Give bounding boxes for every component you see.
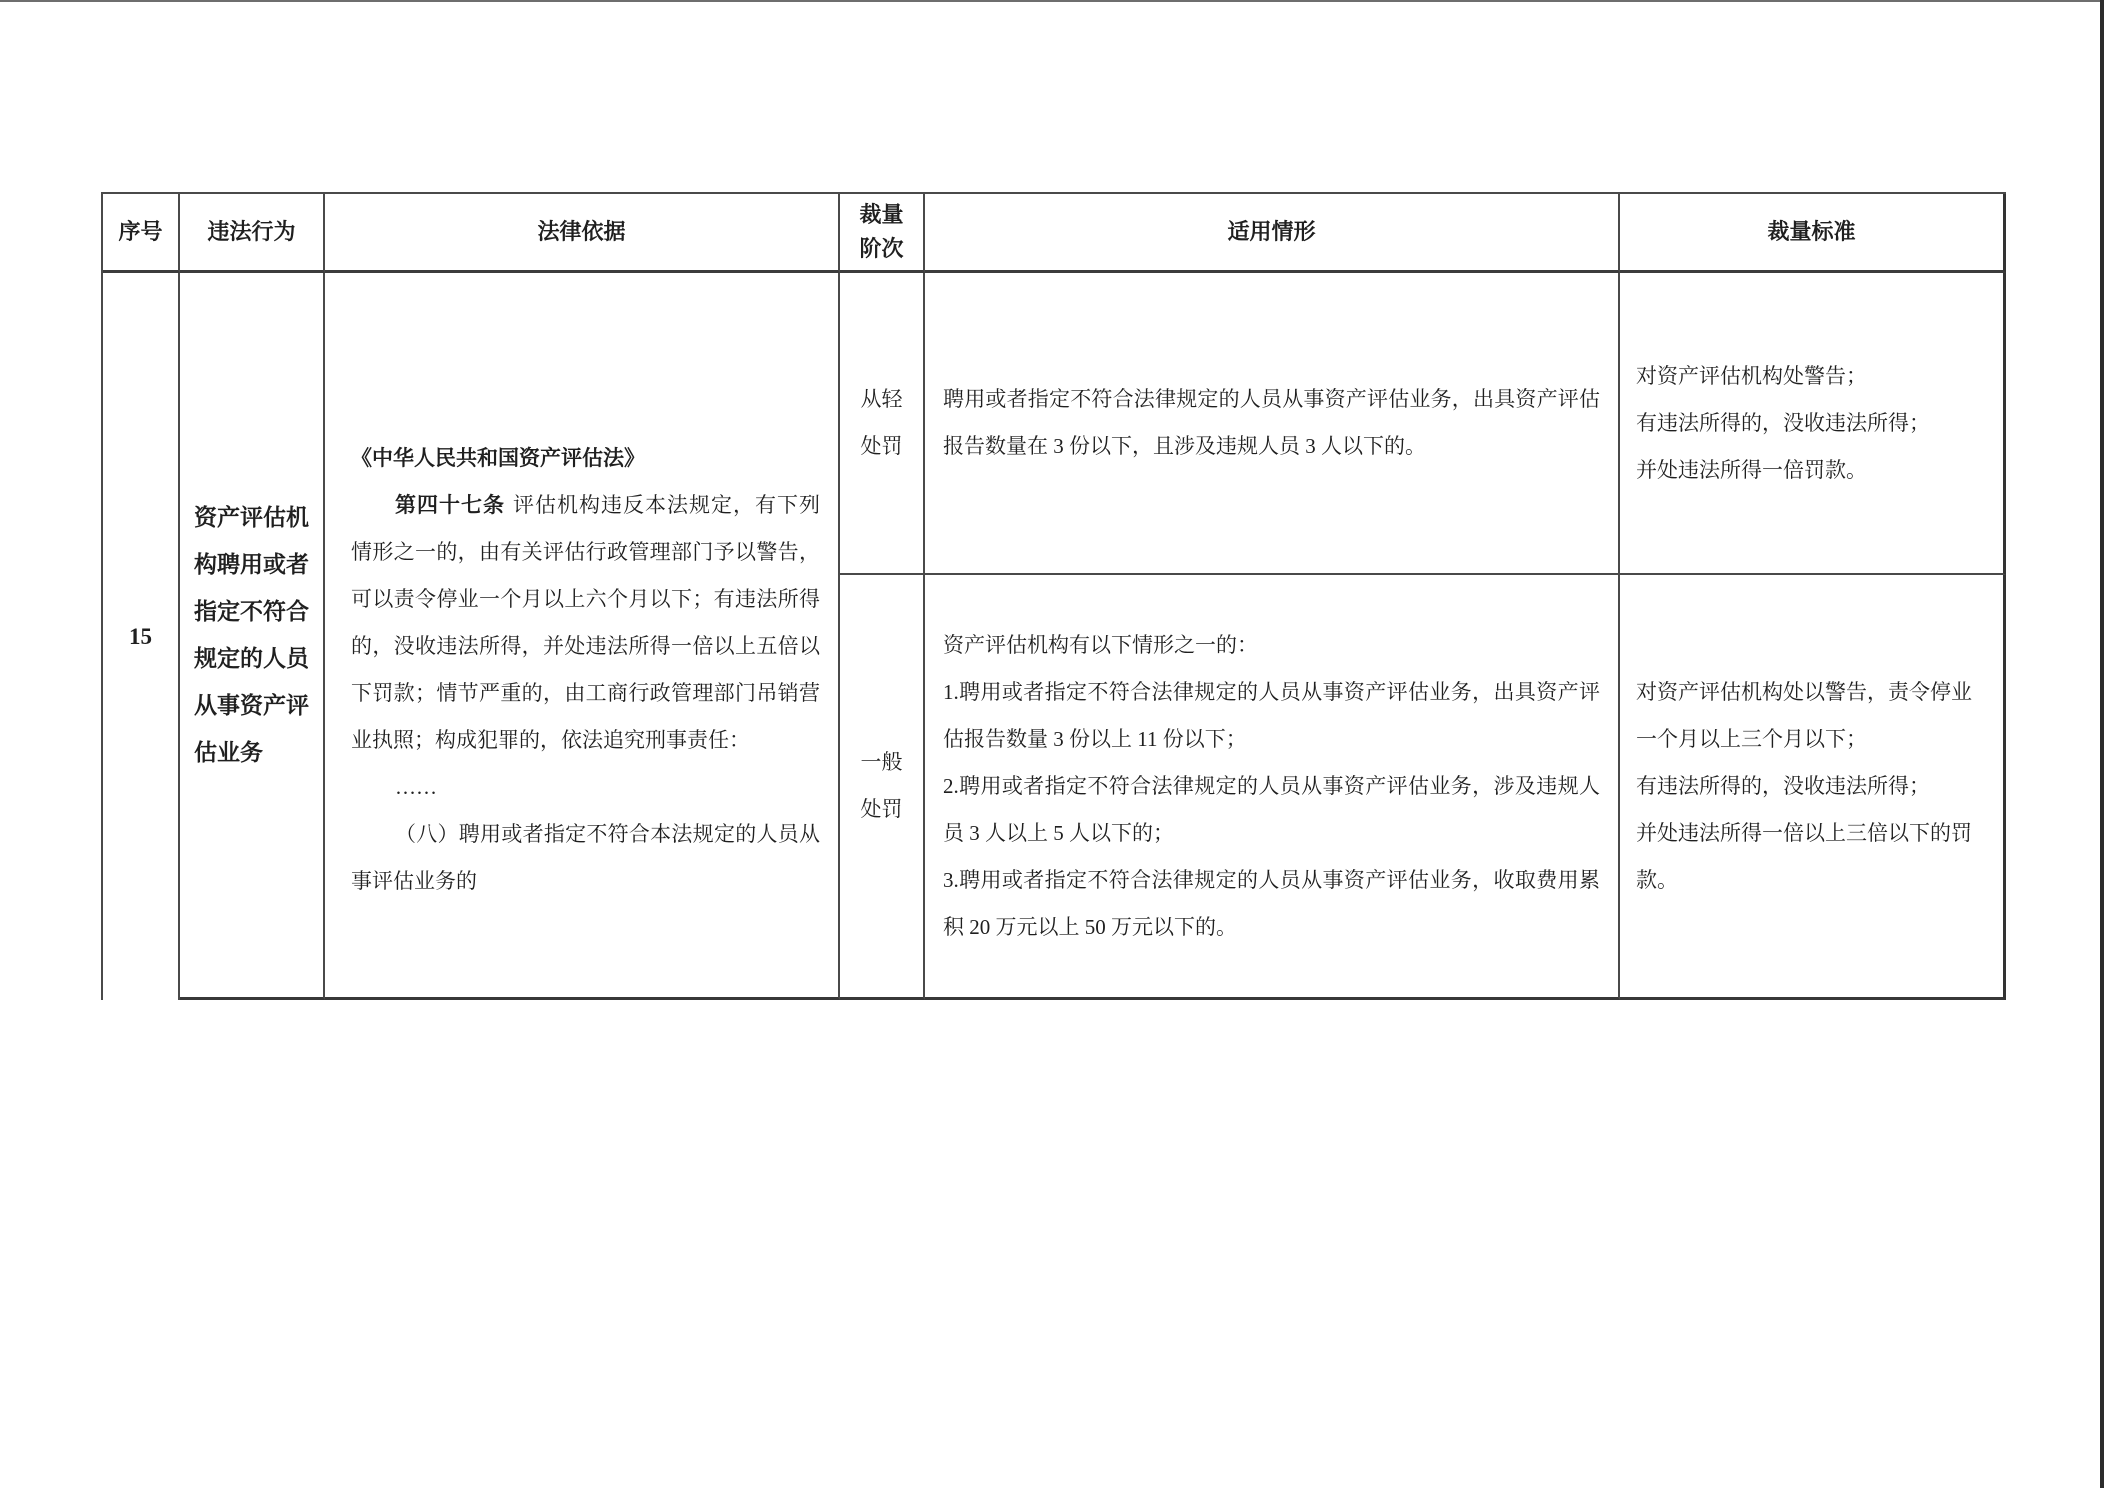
law-item-eight: （八）聘用或者指定不符合本法规定的人员从事评估业务的 <box>351 822 820 893</box>
situation-lead: 资产评估机构有以下情形之一的： <box>943 632 1258 657</box>
cell-legal-basis <box>325 273 840 1000</box>
standard-line: 有违法所得的，没收违法所得； <box>1636 773 1930 798</box>
header-label-line2: 阶次 <box>859 236 904 261</box>
cell-serial-number <box>103 273 180 1000</box>
situation-item-3: 3.聘用或者指定不符合法律规定的人员从事资产评估业务，收取费用累积 20 万元以上 50 万元以下的。 <box>943 867 1600 939</box>
level-line1: 从轻 <box>860 387 903 411</box>
cell-situation-lighter <box>925 273 1620 575</box>
law-ellipsis: …… <box>395 775 437 799</box>
level-line2: 处罚 <box>860 434 903 458</box>
header-label: 法律依据 <box>537 219 626 244</box>
header-discretion-level <box>840 194 925 273</box>
situation-paragraph: 聘用或者指定不符合法律规定的人员从事资产评估业务，出具资产评估报告数量在 3 份以下，且涉及违规人员 3 人以下的。 <box>943 387 1600 458</box>
header-illegal-act <box>180 194 325 273</box>
header-label: 适用情形 <box>1227 219 1316 244</box>
standard-line: 对资产评估机构处以警告，责令停业一个月以上三个月以下； <box>1636 679 1972 751</box>
law-title: 《中华人民共和国资产评估法》 <box>351 446 645 470</box>
standard-line: 有违法所得的，没收违法所得； <box>1636 410 1930 435</box>
page-right-edge <box>2100 0 2104 1488</box>
standard-line: 并处违法所得一倍以上三倍以下的罚款。 <box>1636 820 1972 892</box>
penalty-discretion-table <box>101 192 2006 1000</box>
law-article-paragraph <box>351 482 820 764</box>
situation-item-2: 2.聘用或者指定不符合法律规定的人员从事资产评估业务，涉及违规人员 3 人以上 5 人以下的； <box>943 773 1600 845</box>
header-label-line1: 裁量 <box>859 202 904 227</box>
header-discretion-standard <box>1620 194 2006 273</box>
illegal-act-text: 资产评估机构聘用或者指定不符合规定的人员从事资产评估业务 <box>194 505 309 765</box>
header-applicable-situation <box>925 194 1620 273</box>
page-top-edge <box>0 0 2104 2</box>
header-label: 违法行为 <box>207 219 296 244</box>
law-article-label: 第四十七条 <box>395 493 505 517</box>
cell-level-lighter-punishment <box>840 273 925 575</box>
cell-illegal-act <box>180 273 325 1000</box>
cell-standard-lighter <box>1620 273 2006 575</box>
level-line2: 处罚 <box>860 797 903 821</box>
standard-line: 对资产评估机构处警告； <box>1636 363 1867 388</box>
law-article-text: 评估机构违反本法规定，有下列情形之一的，由有关评估行政管理部门予以警告，可以责令停业一个月以上六个月以下；有违法所得的，没收违法所得，并处违法所得一倍以上五倍以下罚款；情节严重的，由工商行政管理部门吊销营业执照；构成犯罪的，依法追究刑事责任： <box>351 493 820 752</box>
header-serial-number <box>103 194 180 273</box>
header-label: 裁量标准 <box>1767 219 1856 244</box>
serial-number-value: 15 <box>129 623 152 649</box>
cell-situation-general <box>925 575 1620 1000</box>
header-label: 序号 <box>118 219 163 244</box>
cell-standard-general <box>1620 575 2006 1000</box>
standard-line: 并处违法所得一倍罚款。 <box>1636 457 1867 482</box>
situation-item-1: 1.聘用或者指定不符合法律规定的人员从事资产评估业务，出具资产评估报告数量 3 份以上 11 份以下； <box>943 679 1600 751</box>
cell-level-general-punishment <box>840 575 925 1000</box>
level-line1: 一般 <box>860 750 903 774</box>
header-legal-basis <box>325 194 840 273</box>
